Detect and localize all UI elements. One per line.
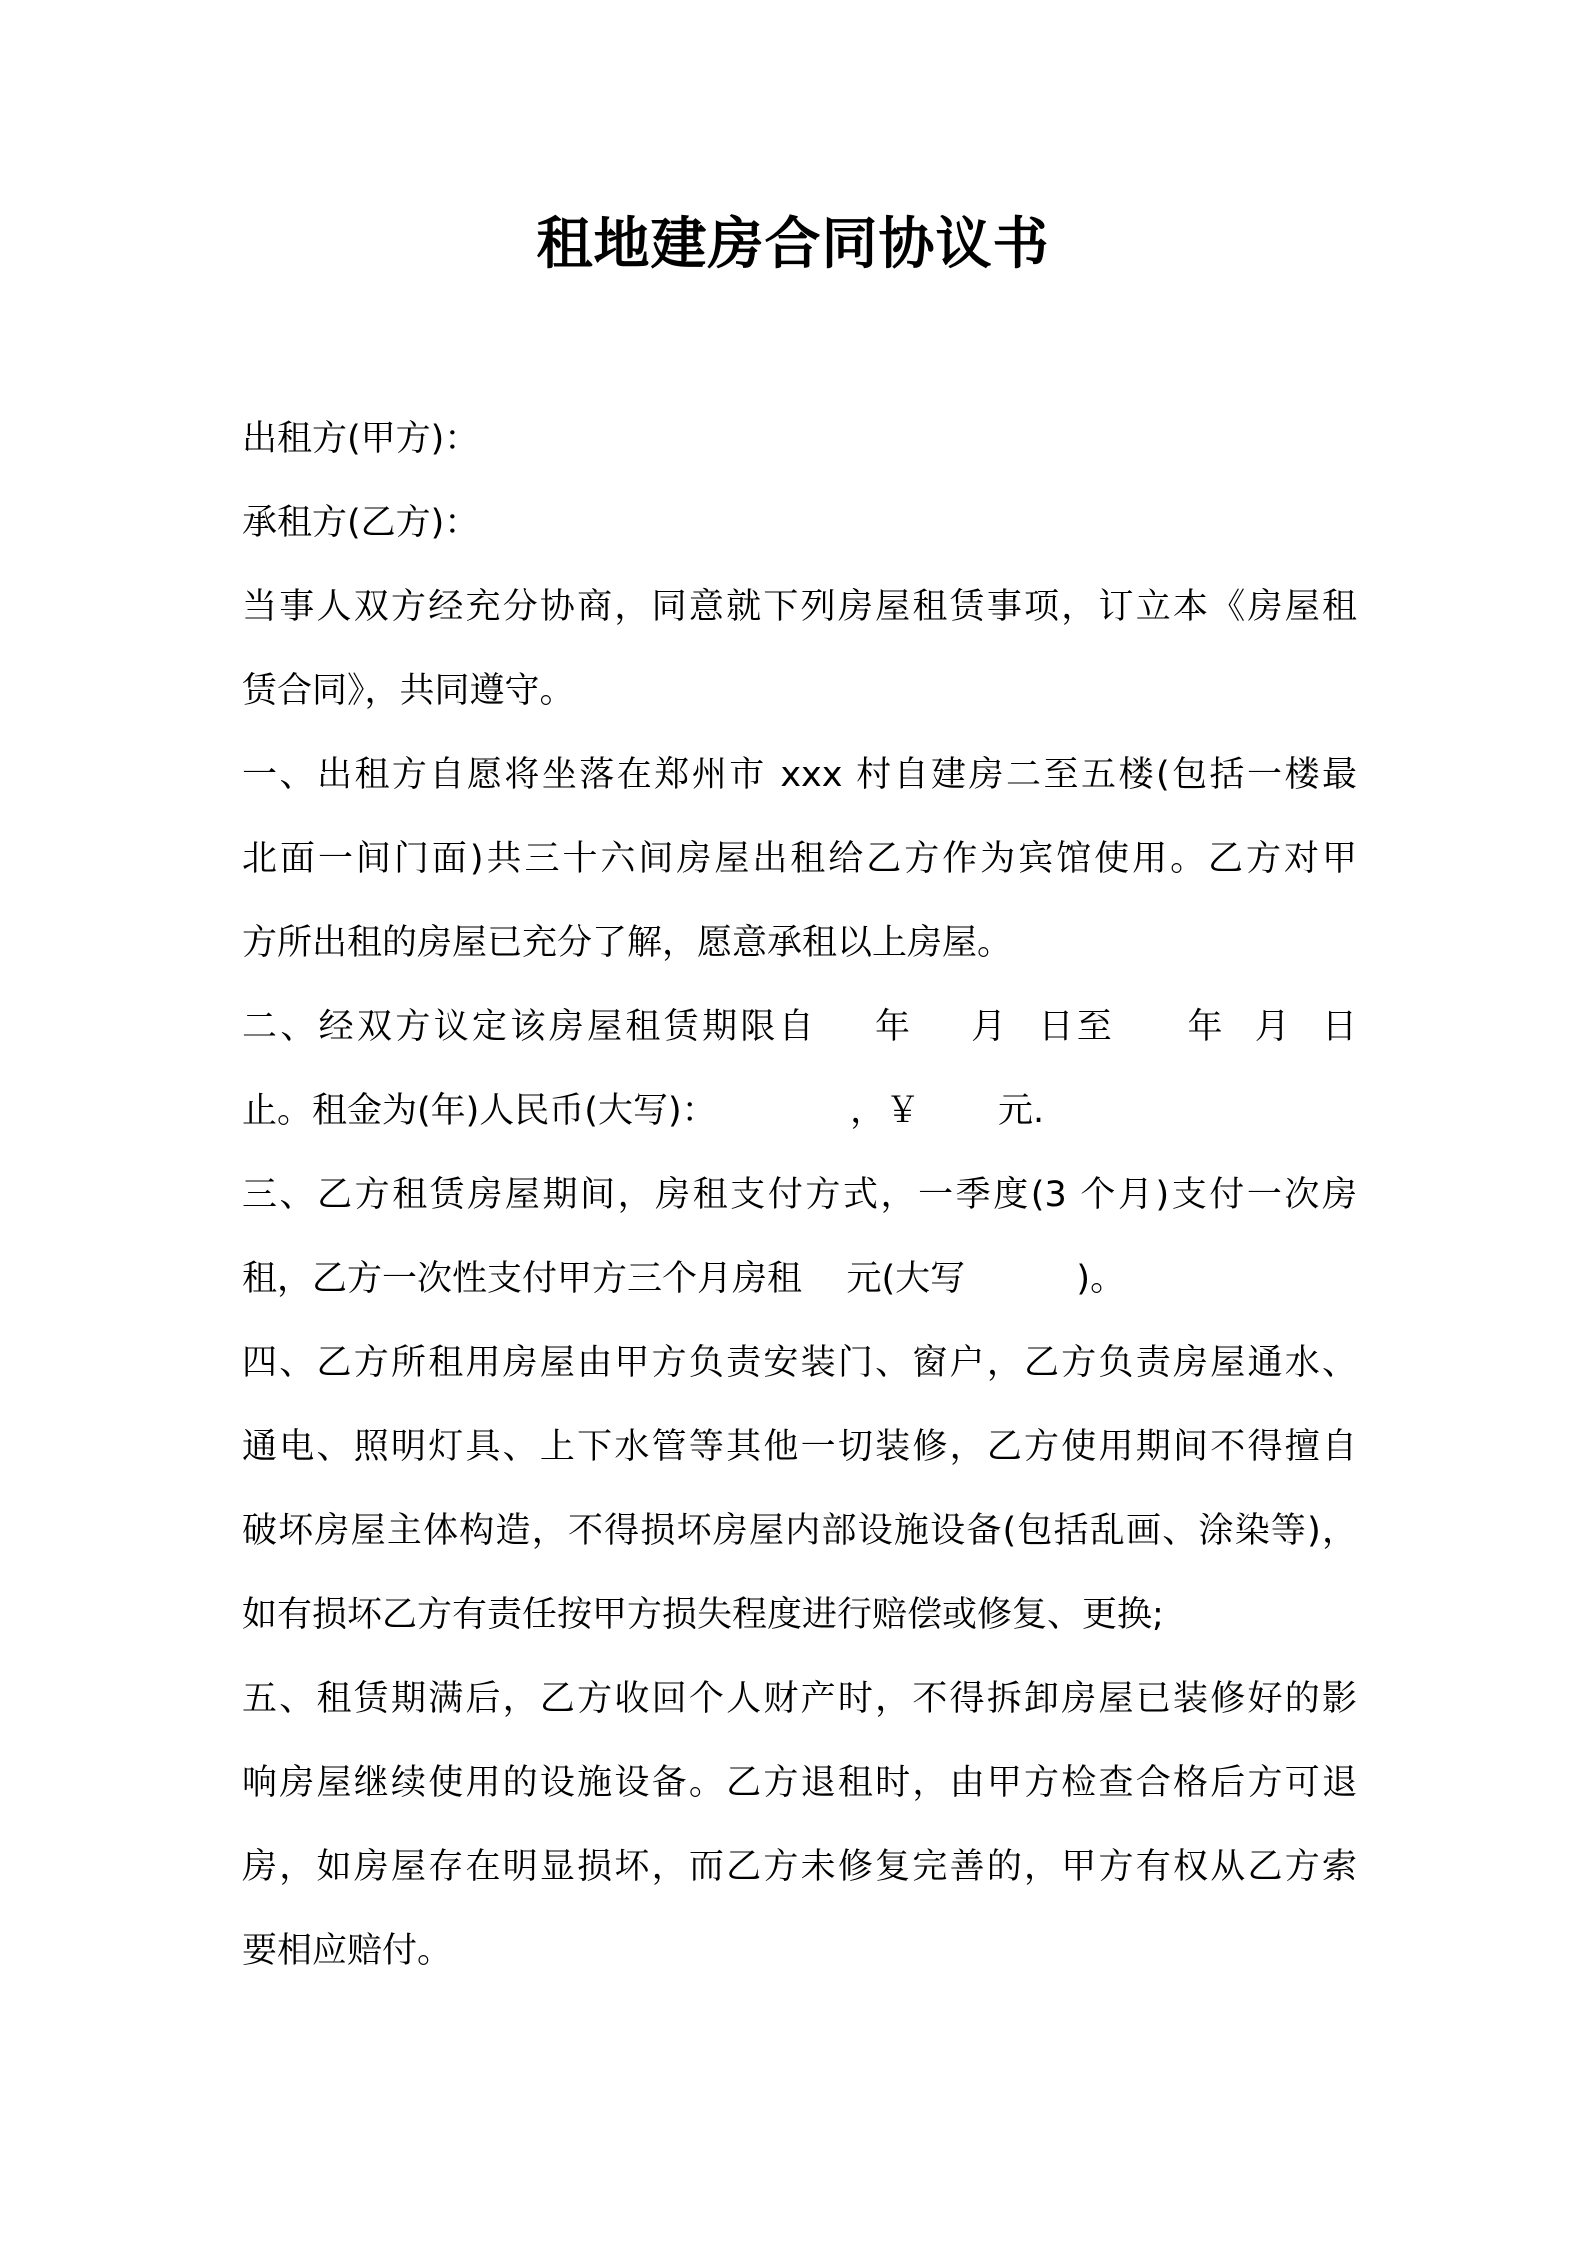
contract-line: 承租方(乙方)：	[242, 503, 480, 543]
contract-line: 四、乙方所租用房屋由甲方负责安装门、窗户，乙方负责房屋通水、	[242, 1343, 1357, 1383]
contract-line: 要相应赔付。	[242, 1931, 453, 1971]
contract-line: 出租方(甲方)：	[242, 419, 480, 459]
contract-line: 通电、照明灯具、上下水管等其他一切装修，乙方使用期间不得擅自	[242, 1427, 1357, 1467]
contract-line: 当事人双方经充分协商，同意就下列房屋租赁事项，订立本《房屋租	[242, 587, 1357, 627]
document-title: 租地建房合同协议书	[536, 212, 1050, 277]
contract-line: 赁合同》，共同遵守。	[242, 671, 575, 711]
contract-line: 五、租赁期满后，乙方收回个人财产时，不得拆卸房屋已装修好的影	[242, 1679, 1357, 1719]
contract-line: 二、经双方议定该房屋租赁期限自 年 月 日至 年 月 日	[242, 1007, 1357, 1047]
contract-line: 止。租金为(年)人民币(大写)： ，￥ 元.	[242, 1091, 1045, 1131]
contract-body	[242, 397, 1357, 1993]
contract-line: 如有损坏乙方有责任按甲方损失程度进行赔偿或修复、更换;	[242, 1595, 1164, 1635]
contract-line: 一、出租方自愿将坐落在郑州市 xxx 村自建房二至五楼(包括一楼最	[242, 755, 1357, 795]
contract-line: 破坏房屋主体构造，不得损坏房屋内部设施设备(包括乱画、涂染等)，	[242, 1511, 1357, 1551]
contract-line: 租，乙方一次性支付甲方三个月房租 元(大写 )。	[242, 1259, 1126, 1299]
contract-line: 三、乙方租赁房屋期间，房租支付方式，一季度(3 个月)支付一次房	[242, 1175, 1357, 1215]
contract-line: 北面一间门面)共三十六间房屋出租给乙方作为宾馆使用。乙方对甲	[242, 839, 1357, 879]
contract-line: 响房屋继续使用的设施设备。乙方退租时，由甲方检查合格后方可退	[242, 1763, 1357, 1803]
contract-line: 方所出租的房屋已充分了解，愿意承租以上房屋。	[242, 923, 1013, 963]
contract-line: 房，如房屋存在明显损坏，而乙方未修复完善的，甲方有权从乙方索	[242, 1847, 1357, 1887]
